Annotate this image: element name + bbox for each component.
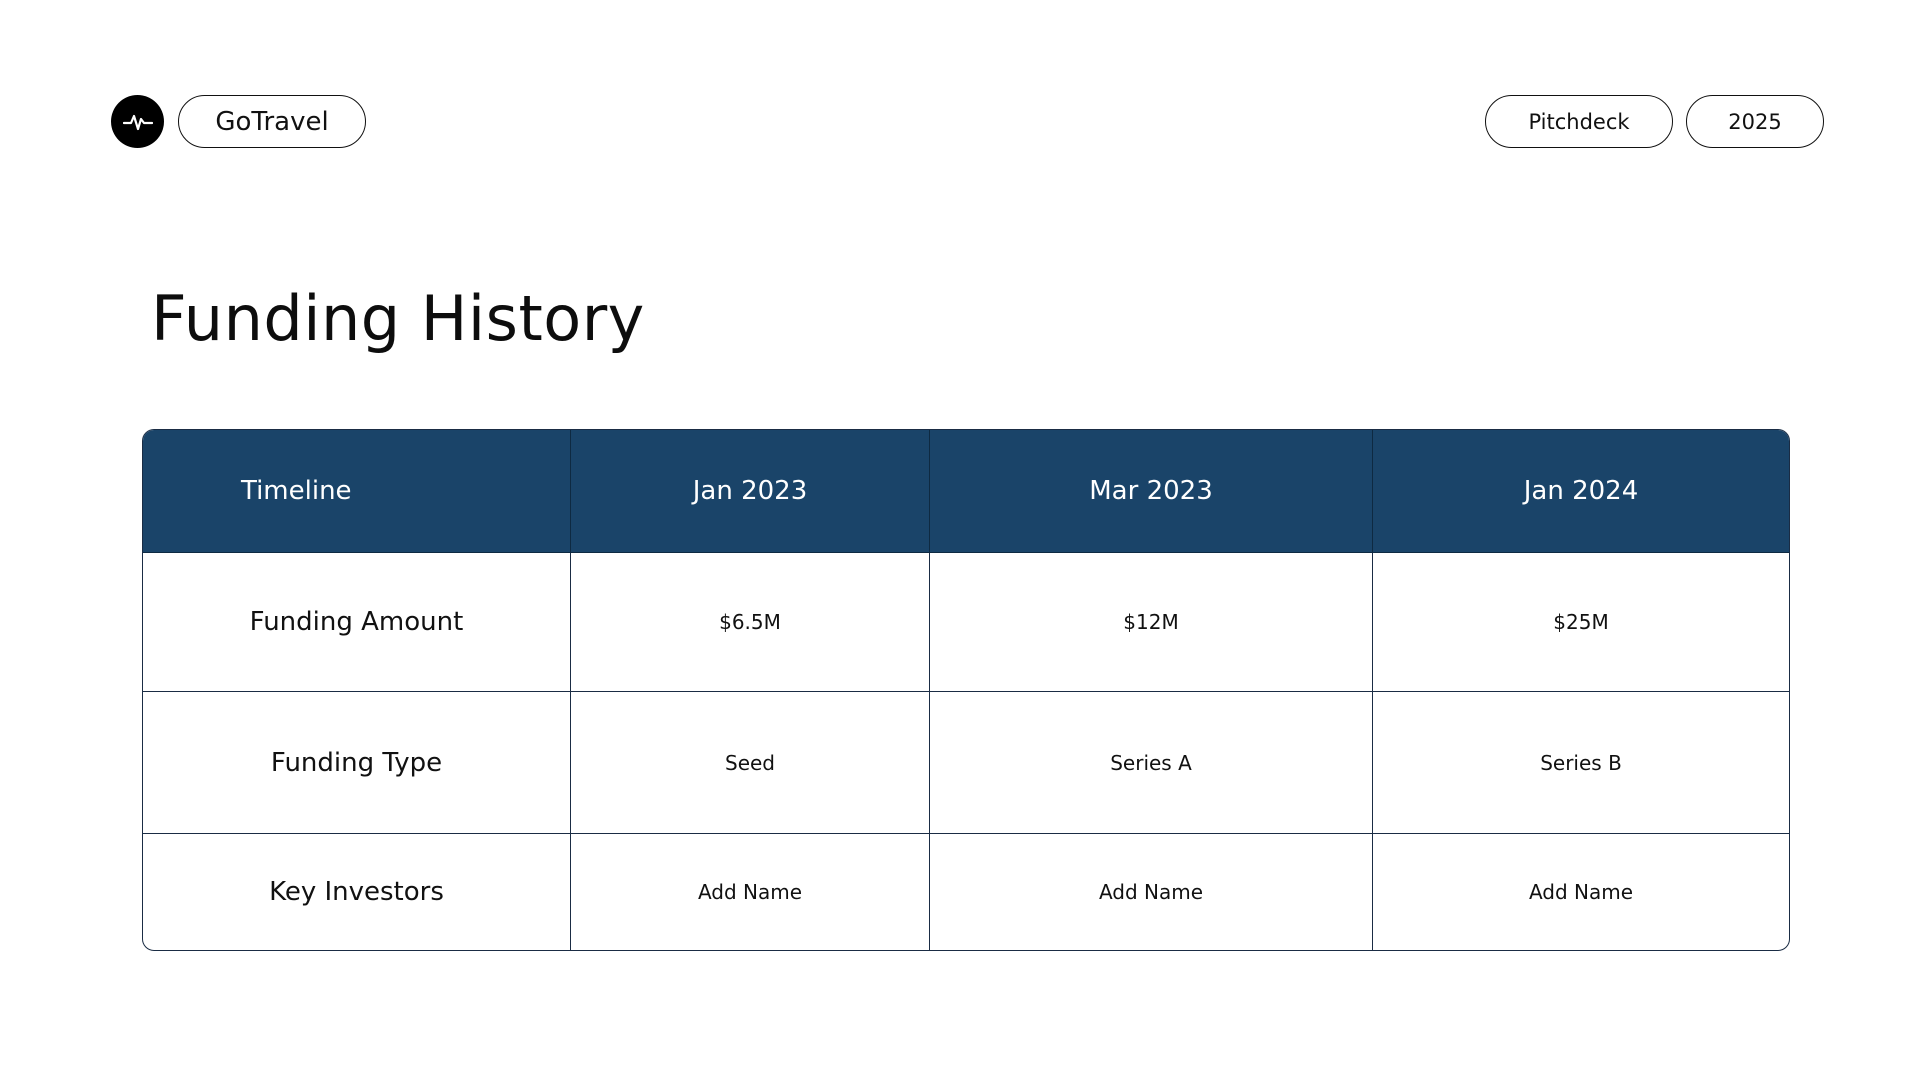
logo-badge: [111, 95, 164, 148]
funding-table: [142, 429, 1790, 951]
table-cell: Add Name: [930, 834, 1373, 950]
pitchdeck-badge: Pitchdeck: [1485, 95, 1673, 148]
table-cell: Series B: [1373, 692, 1789, 834]
table-cell: Seed: [571, 692, 930, 834]
table-cell: Series A: [930, 692, 1373, 834]
table-cell: $6.5M: [571, 553, 930, 692]
row-label-key-investors: Key Investors: [143, 834, 571, 950]
pulse-icon: [123, 111, 153, 133]
header-cell-date: Jan 2023: [571, 430, 930, 553]
table-cell: $25M: [1373, 553, 1789, 692]
table-cell: $12M: [930, 553, 1373, 692]
header-cell-timeline: Timeline: [143, 430, 571, 553]
page-title: Funding History: [151, 282, 645, 355]
brand-name: GoTravel: [178, 95, 366, 148]
table-cell: Add Name: [571, 834, 930, 950]
year-badge: 2025: [1686, 95, 1824, 148]
header-cell-date: Jan 2024: [1373, 430, 1789, 553]
table-cell: Add Name: [1528, 880, 1634, 904]
row-label-funding-amount: Funding Amount: [143, 553, 571, 692]
row-label-funding-type: Funding Type: [143, 692, 571, 834]
header-cell-date: Mar 2023: [930, 430, 1373, 553]
